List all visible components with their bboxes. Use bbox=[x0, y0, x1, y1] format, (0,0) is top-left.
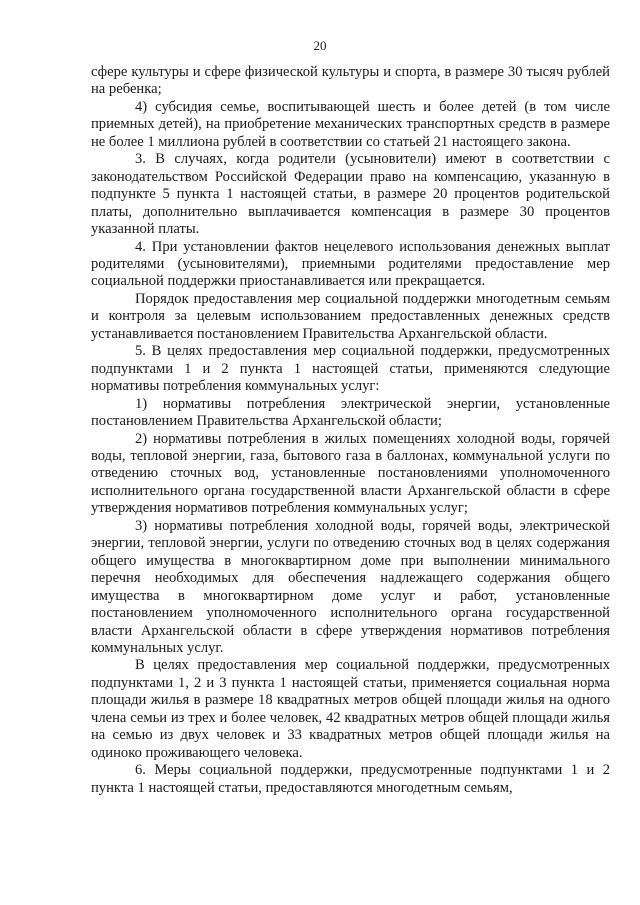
paragraph-norm-3: 3) нормативы потребления холодной воды, горячей воды, электрической энергии, тепловой энергии, услуги по отведению сточных вод в целях содержания общего имущества в многоквартирном доме при выполнении минимального перечня необходимых для обеспечения надлежащего содержания общего имущества в многоквартирном доме услуг и работ, установленные постановлением уполномоченного исполнительного органа государственной власти Архангельской области в сфере утверждения нормативов потребления коммунальных услуг. bbox=[91, 517, 610, 656]
paragraph-item-4: 4. При установлении фактов нецелевого использования денежных выплат родителями (усыновителями), приемными родителями предоставление мер социальной поддержки приостанавливается или прекращается. bbox=[91, 238, 610, 290]
paragraph-continuation: сфере культуры и сфере физической культуры и спорта, в размере 30 тысяч рублей на ребенка; bbox=[91, 64, 610, 98]
paragraph-item-3: 3. В случаях, когда родители (усыновители) имеют в соответствии с законодательством Российской Федерации право на компенсацию, указанную в подпункте 5 пункта 1 настоящей статьи, в размере 20 процентов родительской платы, дополнительно выплачивается компенсация в размере 30 процентов указанной платы. bbox=[91, 151, 610, 238]
paragraph-item-5: 5. В целях предоставления мер социальной поддержки, предусмотренных подпунктами 1 и 2 пункта 1 настоящей статьи, применяются следующие нормативы потребления коммунальных услуг: bbox=[91, 343, 610, 395]
paragraph-procedure: Порядок предоставления мер социальной поддержки многодетным семьям и контроля за целевым использованием предоставленных денежных средств устанавливается постановлением Правительства Архангельской области. bbox=[91, 290, 610, 342]
paragraph-norm-1: 1) нормативы потребления электрической энергии, установленные постановлением Правительства Архангельской области; bbox=[91, 395, 610, 430]
paragraph-housing-norm: В целях предоставления мер социальной поддержки, предусмотренных подпунктами 1, 2 и 3 пункта 1 настоящей статьи, применяется социальная норма площади жилья в размере 18 квадратных метров общей площади жилья на одного члена семьи из трех и более человек, 42 квадратных метров общей площади жилья на семью из двух человек и 33 квадратных метров общей площади жилья на одиноко проживающего человека. bbox=[91, 657, 610, 761]
paragraph-norm-2: 2) нормативы потребления в жилых помещениях холодной воды, горячей воды, тепловой энергии, газа, бытового газа в баллонах, коммунальной услуги по отведению сточных вод, установленные постановлениями уполномоченного исполнительного органа государственной власти Архангельской области в сфере утверждения нормативов потребления коммунальных услуг; bbox=[91, 430, 610, 517]
page-number: 20 bbox=[313, 38, 327, 53]
paragraph-subitem-4: 4) субсидия семье, воспитывающей шесть и более детей (в том числе приемных детей), на приобретение механических транспортных средств в размере не более 1 миллиона рублей в соответствии со статьей 21 настоящего закона. bbox=[91, 98, 610, 150]
document-body bbox=[91, 64, 610, 797]
paragraph-item-6: 6. Меры социальной поддержки, предусмотренные подпунктами 1 и 2 пункта 1 настоящей статьи, предоставляются многодетным семьям, bbox=[91, 762, 610, 796]
